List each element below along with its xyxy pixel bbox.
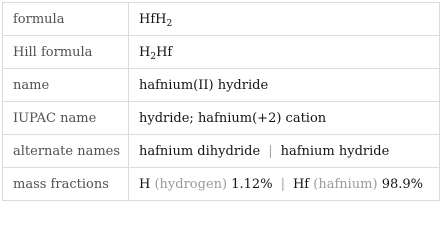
hill-formula-suffix: Hf [156,44,173,60]
alternate-name-2: hafnium hydride [280,143,390,159]
alternate-name-1: hafnium dihydride [139,143,261,159]
name-value: hafnium(II) hydride [129,69,440,102]
table-row-mass-fractions [3,168,440,201]
alternate-names-value [129,135,440,168]
row-label-formula: formula [3,3,129,36]
row-label-name: name [3,69,129,102]
table-row-hill-formula [3,36,440,69]
row-label-hill-formula: Hill formula [3,36,129,69]
fraction-element-hydrogen: (hydrogen) [154,176,228,192]
separator: | [268,143,273,159]
hill-formula-subscript: 2 [150,51,157,62]
fraction-percent-h: 1.12% [231,176,273,192]
table-row-alternate-names [3,135,440,168]
table-row-iupac-name [3,102,440,135]
row-label-mass-fractions: mass fractions [3,168,129,201]
fraction-percent-hf: 98.9% [381,176,424,192]
iupac-name-value: hydride; hafnium(+2) cation [129,102,440,135]
hill-formula-value [129,36,440,69]
fraction-element-hafnium: (hafnium) [313,176,378,192]
mass-fractions-value [129,168,440,201]
fraction-symbol-hf: Hf [292,176,310,192]
formula-value [129,3,440,36]
formula-main: HfH [139,11,167,27]
separator: | [280,176,285,192]
table-row-formula [3,3,440,36]
formula-subscript: 2 [166,18,173,29]
fraction-symbol-h: H [139,176,151,192]
row-label-iupac-name: IUPAC name [3,102,129,135]
row-label-alternate-names: alternate names [3,135,129,168]
hill-formula-main: H [139,44,151,60]
properties-table [2,2,440,201]
table-row-name [3,69,440,102]
